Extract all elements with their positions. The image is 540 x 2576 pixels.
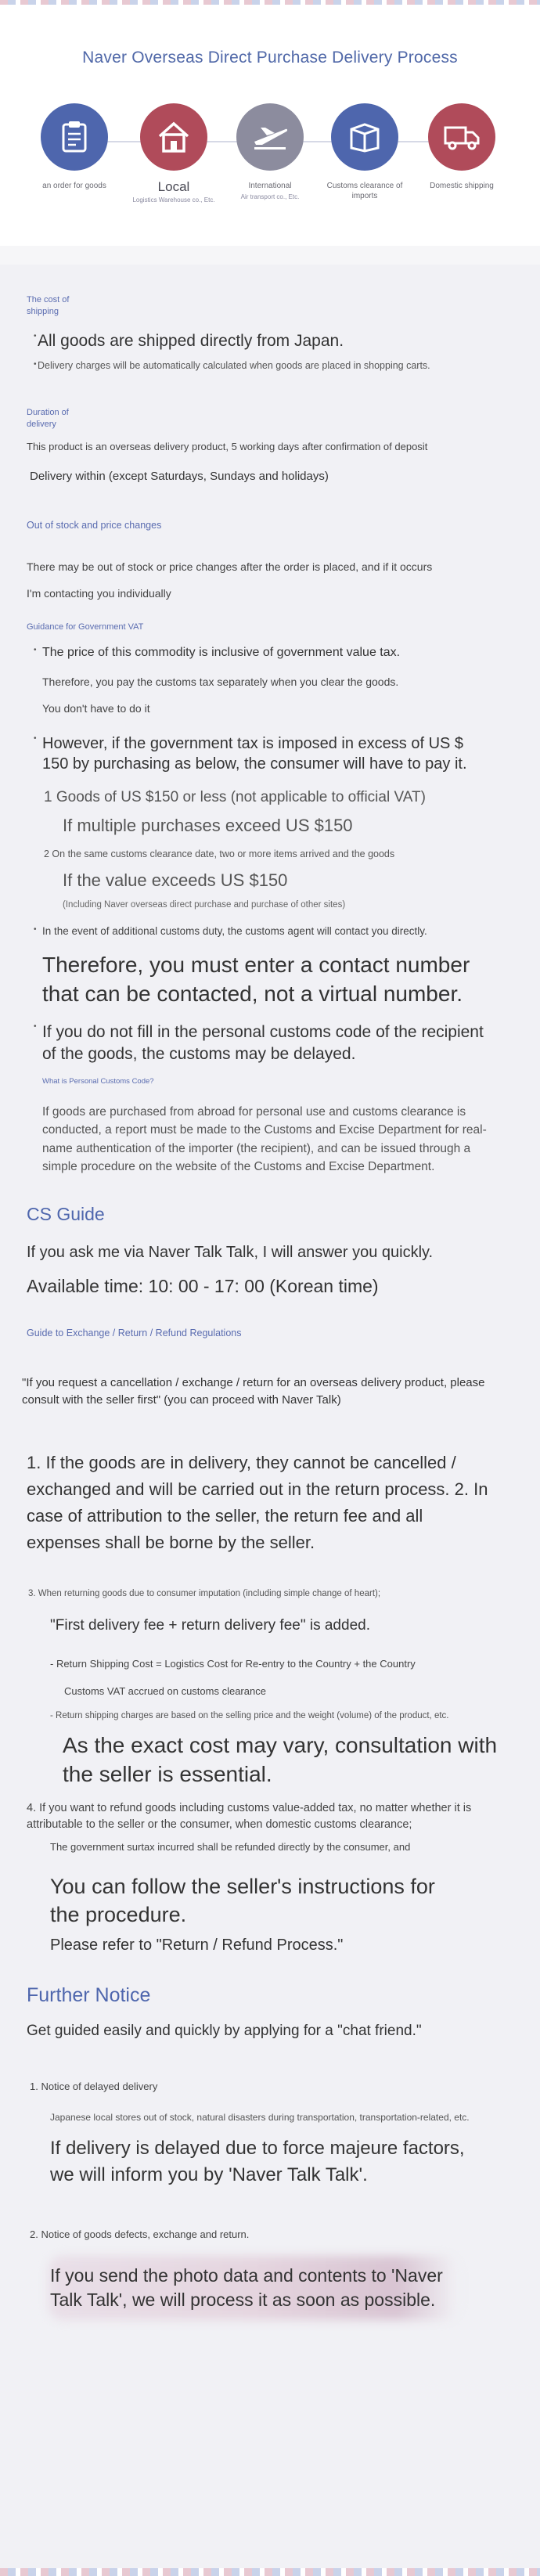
vat-line: • However, if the government tax is imposed in excess of US $ 150 by purchasing as below, the consumer will have to pay it.: [31, 733, 493, 775]
exchange-consult: As the exact cost may vary, consultation with the seller is essential.: [63, 1733, 498, 1787]
notice-heading: Further Notice: [27, 1984, 151, 2007]
section-exchange: [22, 1327, 513, 1955]
vat-line: If the value exceeds US $150: [63, 870, 288, 890]
section-cs-guide: [27, 1204, 513, 1297]
step-local: [123, 103, 225, 204]
stock-line: I'm contacting you individually: [27, 587, 171, 600]
delivery-process: [0, 5, 540, 246]
process-steps: [0, 103, 540, 236]
step-label: Domestic shipping: [430, 182, 494, 190]
vat-line: You don't have to do it: [42, 702, 150, 715]
exchange-line: "First delivery fee + return delivery fee" is added.: [50, 1616, 370, 1634]
vat-line: Therefore, you pay the customs tax separately when you clear the goods.: [42, 676, 399, 689]
step-sub: Logistics Warehouse co., Etc.: [132, 196, 215, 204]
vat-line: 2 On the same customs clearance date, two or more items arrived and the goods: [44, 848, 395, 859]
section-stock: [27, 519, 513, 600]
notice-item-title: 2. Notice of goods defects, exchange and return.: [30, 2228, 250, 2241]
exchange-line: - Return Shipping Cost = Logistics Cost for Re-entry to the Country + the Country: [50, 1657, 416, 1670]
vat-line: • The price of this commodity is inclusive of government value tax.: [31, 646, 513, 660]
process-title: Naver Overseas Direct Purchase Delivery Process: [82, 49, 458, 67]
shipping-origin: • All goods are shipped directly from Japan.: [31, 332, 513, 351]
step-domestic: [411, 103, 513, 192]
notice-item-big: If you send the photo data and contents to 'Naver Talk Talk', we will process it as soon as possible.: [50, 2265, 443, 2311]
step-label: International: [248, 182, 292, 190]
section-vat: [27, 621, 513, 1176]
section-shipping-cost: [27, 294, 513, 371]
cs-line: If you ask me via Naver Talk Talk, I will answer you quickly.: [27, 1244, 434, 1262]
vat-line: 1 Goods of US $150 or less (not applicable to official VAT): [44, 788, 426, 805]
house-icon: [140, 103, 207, 171]
pcc-heading: What is Personal Customs Code?: [42, 1077, 154, 1086]
notice-item-title: 1. Notice of delayed delivery: [30, 2081, 158, 2093]
section-heading: Guide to Exchange / Return / Refund Regulations: [27, 1328, 242, 1339]
section-duration: [27, 407, 513, 484]
vat-line: • In the event of additional customs duty, the customs agent will contact you directly.: [31, 925, 513, 937]
shipping-charges: • Delivery charges will be automatically calculated when goods are placed in shopping carts.: [31, 360, 513, 371]
section-heading: The cost of shipping: [27, 295, 70, 316]
step-label: an order for goods: [42, 182, 106, 190]
box-icon: [331, 103, 398, 171]
step-international: [219, 103, 321, 200]
cs-hours: Available time: 10: 00 - 17: 00 (Korean time): [27, 1276, 379, 1297]
clipboard-icon: [41, 103, 108, 171]
section-further-notice: [27, 1984, 513, 2312]
notice-line: Get guided easily and quickly by applying for a "chat friend.": [27, 2023, 422, 2040]
content: [0, 294, 540, 2312]
exchange-line: Customs VAT accrued on customs clearance: [64, 1684, 266, 1697]
vat-line: If multiple purchases exceed US $150: [63, 815, 353, 835]
exchange-line: - Return shipping charges are based on the selling price and the weight (volume) of the product, etc.: [50, 1710, 449, 1720]
pcc-text: If goods are purchased from abroad for personal use and customs clearance is conducted, a report must be made to the Customs and Excise Department for real-name authentication of the importer (the recipient), and can be issued through a simple procedure on the website of the Customs and Excise Department.: [42, 1105, 487, 1173]
step-customs: [314, 103, 416, 201]
exchange-line: Please refer to "Return / Refund Process.": [50, 1937, 344, 1955]
section-heading: Guidance for Government VAT: [27, 622, 144, 632]
vat-line: • If you do not fill in the personal customs code of the recipient of the goods, the customs may be delayed.: [31, 1021, 493, 1065]
divider-band: [0, 246, 540, 265]
step-order: [23, 103, 125, 192]
duration-line: This product is an overseas delivery product, 5 working days after confirmation of deposit: [27, 441, 428, 453]
notice-item-big: If delivery is delayed due to force majeure factors, we will inform you by 'Naver Talk Talk'.: [50, 2138, 465, 2185]
stock-line: There may be out of stock or price changes after the order is placed, and if it occurs: [27, 560, 433, 574]
airplane-icon: [236, 103, 304, 171]
exchange-line: 1. If the goods are in delivery, they cannot be cancelled / exchanged and will be carried out in the return process. 2. In case of attribution to the seller, the return fee and all expenses shall be borne by the seller.: [27, 1452, 488, 1552]
step-sub: Air transport co., Etc.: [240, 193, 300, 200]
exchange-line: "If you request a cancellation / exchange / return for an overseas delivery product, please consult with the seller first" (you can proceed with Naver Talk): [22, 1376, 485, 1407]
bottom-stripe: [0, 2568, 540, 2576]
truck-icon: [428, 103, 495, 171]
vat-contact-warning: Therefore, you must enter a contact number that can be contacted, not a virtual number.: [42, 952, 470, 1006]
section-heading: Duration of delivery: [27, 407, 69, 429]
duration-line: Delivery within (except Saturdays, Sundays and holidays): [30, 470, 329, 484]
step-label: Customs clearance of imports: [326, 182, 403, 200]
exchange-line: You can follow the seller's instructions for the procedure.: [50, 1875, 435, 1926]
exchange-line: 4. If you want to refund goods including customs value-added tax, no matter whether it is attributable to the seller or the consumer, when domestic customs clearance;: [27, 1801, 472, 1831]
step-label: Local: [157, 179, 190, 194]
exchange-line: 3. When returning goods due to consumer imputation (including simple change of heart);: [28, 1588, 381, 1598]
cs-heading: CS Guide: [27, 1204, 105, 1225]
notice-highlight: [27, 2264, 513, 2312]
section-heading: Out of stock and price changes: [27, 520, 162, 531]
notice-item-desc: Japanese local stores out of stock, natural disasters during transportation, transportation-related, etc.: [50, 2112, 470, 2124]
exchange-line: The government surtax incurred shall be refunded directly by the consumer, and: [50, 1841, 411, 1853]
vat-line: (Including Naver overseas direct purchase and purchase of other sites): [63, 899, 346, 910]
